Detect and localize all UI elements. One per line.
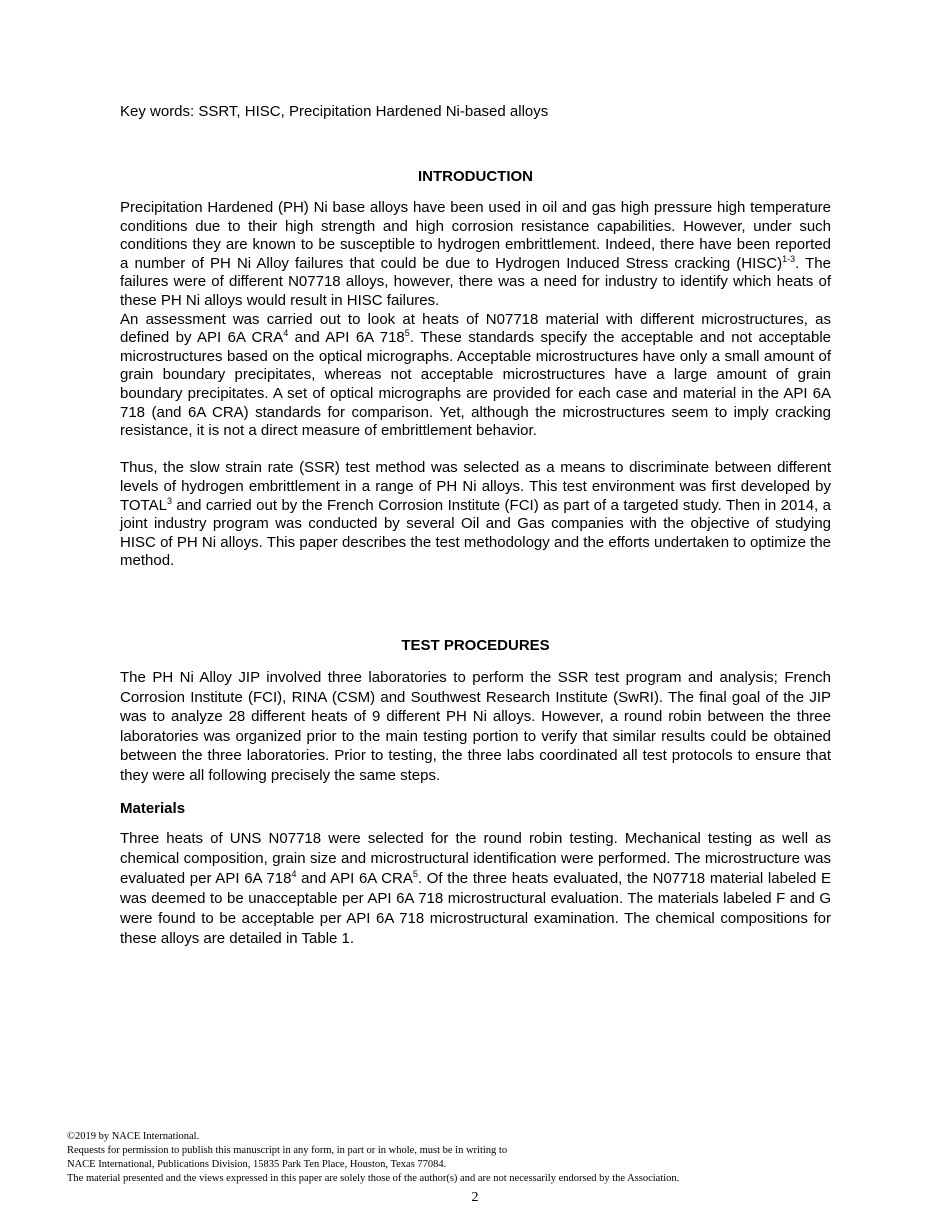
introduction-heading: INTRODUCTION [418,168,533,185]
citation-ref: 5 [412,869,418,879]
copyright-footer [67,1130,679,1186]
footer-address-line: NACE International, Publications Division, 15835 Park Ten Place, Houston, Texas 77084. [67,1159,447,1170]
intro-paragraph-1: Precipitation Hardened (PH) Ni base alloys have been used in oil and gas high pressure high temperature conditions due to their high strength and high corrosion resistance capabilities. However, under such conditions they are known to be susceptible to hydrogen embrittlement. Indeed, there have been reported a number of PH Ni Alloy failures that could be due to Hydrogen Induced Stress cracking (HISC)$^{1-3}$. The failures were of different N07718 alloys, however, there was a need for industry to identify which heats of these PH Ni alloys would result in HISC failures. [120,199,831,309]
page-number: 2 [471,1190,479,1205]
keywords-line: Key words: SSRT, HISC, Precipitation Hardened Ni-based alloys [120,103,549,120]
citation-ref: 1-3 [782,253,796,264]
citation-ref: 4 [291,869,297,879]
materials-body [120,829,831,949]
citation-ref: 4 [283,328,289,339]
materials-heading: Materials [120,800,186,817]
intro-paragraph-2: An assessment was carried out to look at heats of N07718 material with different microstructures, as defined by API 6A CRA$^4$ and API 6A $718^5$. These standards specify the acceptable and not acceptable microstructures based on the optical micrographs. Acceptable microstructures have only a small amount of grain boundary precipitates, whereas not acceptable microstructures have a large amount of grain boundary precipitates. A set of optical micrographs are provided for each case and material in the API 6A 718 (and 6A CRA) standards for comparison. Yet, although the microstructures seem to imply cracking resistance, it is not a direct measure of embrittlement behavior. [120,310,832,440]
test-procedures-heading: TEST PROCEDURES [401,637,550,654]
intro-paragraph-3: Thus, the slow strain rate (SSR) test method was selected as a means to discriminate between different levels of hydrogen embrittlement in a range of PH Ni alloys. This test environment was first developed by TOTAL$^3$ and carried out by the French Corrosion Institute (FCI) as part of a targeted study. Then in 2014, a joint industry program was conducted by several Oil and Gas companies with the objective of studying HISC of PH Ni alloys. This paper describes the test methodology and the efforts undertaken to optimize the method. [120,459,831,570]
footer-permission-line: Requests for permission to publish this manuscript in any form, in part or in whole, must be in writing to [67,1145,508,1156]
footer-copyright-line: ©2019 by NACE International. [67,1131,200,1142]
footer-disclaimer-line: The material presented and the views expressed in this paper are solely those of the author(s) and are not necessarily endorsed by the Association. [67,1173,680,1184]
materials-paragraph: Three heats of UNS N07718 were selected for the round robin testing. Mechanical testing as well as chemical composition, grain size and microstructural identification were performed. The microstructure was evaluated per API 6A $718^4$ and API 6A CRA$^5$. Of the three heats evaluated, the N07718 material labeled E was deemed to be unacceptable per API 6A 718 microstructural evaluation. The materials labeled F and G were found to be acceptable per API 6A 718 microstructural examination. The chemical compositions for these alloys are detailed in Table 1. [120,830,831,947]
citation-ref: 5 [404,328,410,339]
procedures-body [120,668,831,786]
procedures-paragraph-1: The PH Ni Alloy JIP involved three laboratories to perform the SSR test program and analysis; French Corrosion Institute (FCI), RINA (CSM) and Southwest Research Institute (SwRI). The final goal of the JIP was to analyze 28 different heats of 9 different PH Ni alloys. However, a round robin between the three laboratories was organized prior to the main testing portion to verify that similar results could be obtained between the three laboratories. Prior to testing, the three labs coordinated all test protocols to ensure that they were all following precisely the same steps. [120,669,831,784]
citation-ref: 3 [166,495,172,506]
introduction-body [120,199,831,571]
